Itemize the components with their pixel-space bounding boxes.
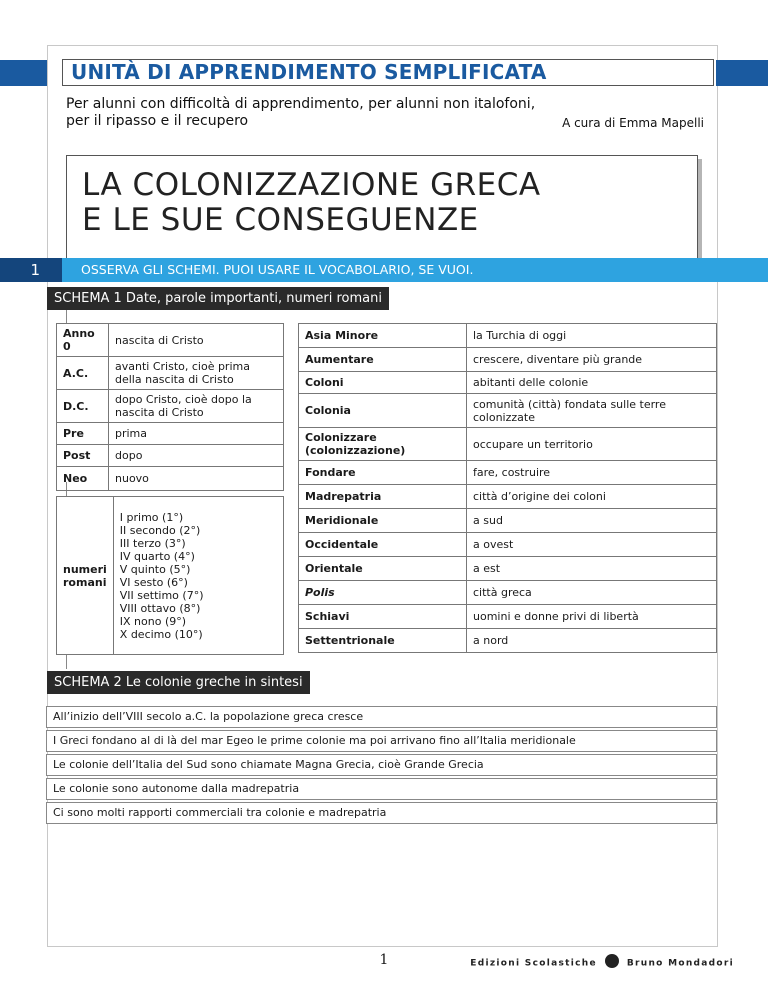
roman-numerals-table: [56, 496, 284, 655]
schema-1-left-table: [56, 323, 284, 491]
exercise-bar: [0, 258, 768, 282]
definition-cell: nuovo: [109, 467, 284, 491]
publisher-left: Edizioni Scolastiche: [470, 958, 597, 969]
term-cell: Fondare: [299, 461, 467, 485]
roman-numeral-item: III terzo (3°): [119, 536, 186, 550]
exercise-number: 1: [0, 258, 62, 282]
page-number: 1: [379, 952, 389, 968]
header-accent-right: [716, 60, 768, 86]
schema-2-number: SCHEMA 2: [54, 675, 122, 690]
table-row: [299, 509, 717, 533]
table-row: [299, 629, 717, 653]
definition-cell: città greca: [467, 581, 717, 605]
term-cell: D.C.: [57, 390, 109, 423]
table-row: [299, 372, 717, 394]
summary-row: Le colonie sono autonome dalla madrepatria: [46, 778, 717, 800]
connector-line: [66, 310, 67, 324]
author: A cura di Emma Mapelli: [562, 116, 704, 130]
term-cell: Orientale: [299, 557, 467, 581]
term-cell: Polis: [299, 581, 467, 605]
table-row: [299, 605, 717, 629]
schema-1-label: [47, 287, 389, 310]
term-cell: Asia Minore: [299, 324, 467, 348]
roman-numeral-item: X decimo (10°): [119, 627, 203, 641]
table-row: [299, 348, 717, 372]
term-cell: A.C.: [57, 357, 109, 390]
summary-row: Le colonie dell’Italia del Sud sono chiamate Magna Grecia, cioè Grande Grecia: [46, 754, 717, 776]
summary-row: All’inizio dell’VIII secolo a.C. la popolazione greca cresce: [46, 706, 717, 728]
term-cell: Post: [57, 445, 109, 467]
definition-cell: abitanti delle colonie: [467, 372, 717, 394]
table-row: [299, 324, 717, 348]
publisher: [470, 956, 734, 970]
definition-cell: comunità (città) fondata sulle terre colonizzate: [467, 394, 717, 428]
schema-1-right-table: [298, 323, 717, 653]
table-row: [299, 533, 717, 557]
table-row: [57, 497, 284, 655]
roman-numeral-item: IX nono (9°): [119, 614, 187, 628]
table-row: [299, 557, 717, 581]
main-title-line-1: LA COLONIZZAZIONE GRECA: [82, 167, 541, 203]
term-cell: Aumentare: [299, 348, 467, 372]
definition-cell: dopo Cristo, cioè dopo la nascita di Cristo: [109, 390, 284, 423]
term-cell: Anno 0: [57, 324, 109, 357]
definition-cell: dopo: [109, 445, 284, 467]
subtitle-line-2: per il ripasso e il recupero: [66, 113, 249, 129]
term-cell: Meridionale: [299, 509, 467, 533]
definition-cell: avanti Cristo, cioè prima della nascita di Cristo: [109, 357, 284, 390]
table-row: [299, 581, 717, 605]
table-row: [57, 467, 284, 491]
definition-cell: la Turchia di oggi: [467, 324, 717, 348]
subtitle-line-1: Per alunni con difficoltà di apprendimento, per alunni non italofoni,: [66, 96, 536, 112]
roman-term: numeri romani: [57, 497, 114, 655]
table-row: [57, 324, 284, 357]
schema-2-title: Le colonie greche in sintesi: [125, 675, 303, 690]
term-cell: Pre: [57, 423, 109, 445]
term-cell: Settentrionale: [299, 629, 467, 653]
roman-numeral-item: VIII ottavo (8°): [119, 601, 201, 615]
definition-cell: a ovest: [467, 533, 717, 557]
definition-cell: nascita di Cristo: [109, 324, 284, 357]
definition-cell: a sud: [467, 509, 717, 533]
roman-numeral-item: I primo (1°): [119, 510, 184, 524]
table-row: [299, 461, 717, 485]
summary-row: I Greci fondano al di là del mar Egeo le prime colonie ma poi arrivano fino all’Italia meridionale: [46, 730, 717, 752]
main-title-line-2: E LE SUE CONSEGUENZE: [82, 202, 479, 238]
summary-row: Ci sono molti rapporti commerciali tra colonie e madrepatria: [46, 802, 717, 824]
table-row: [57, 445, 284, 467]
roman-numeral-item: II secondo (2°): [119, 523, 201, 537]
definition-cell: occupare un territorio: [467, 428, 717, 461]
table-row: [299, 428, 717, 461]
header-accent-left: [0, 60, 47, 86]
table-row: [299, 394, 717, 428]
roman-numeral-item: VI sesto (6°): [119, 575, 188, 589]
schema-2-label: [47, 671, 310, 694]
definition-cell: città d’origine dei coloni: [467, 485, 717, 509]
main-title: [82, 168, 541, 238]
term-cell: Colonia: [299, 394, 467, 428]
term-cell: Occidentale: [299, 533, 467, 557]
term-cell: Madrepatria: [299, 485, 467, 509]
roman-numeral-item: V quinto (5°): [119, 562, 191, 576]
schema-1-title: Date, parole importanti, numeri romani: [125, 291, 382, 306]
definition-cell: a nord: [467, 629, 717, 653]
publisher-right: Bruno Mondadori: [626, 958, 734, 969]
unit-title: UNITÀ DI APPRENDIMENTO SEMPLIFICATA: [62, 59, 714, 86]
term-cell: Neo: [57, 467, 109, 491]
roman-items: [113, 497, 283, 655]
definition-cell: fare, costruire: [467, 461, 717, 485]
definition-cell: crescere, diventare più grande: [467, 348, 717, 372]
roman-numeral-item: VII settimo (7°): [119, 588, 204, 602]
title-box: [66, 155, 698, 267]
definition-cell: prima: [109, 423, 284, 445]
definition-cell: a est: [467, 557, 717, 581]
term-cell: Coloni: [299, 372, 467, 394]
table-row: [57, 423, 284, 445]
connector-line: [66, 655, 67, 669]
term-cell: Schiavi: [299, 605, 467, 629]
roman-numeral-item: IV quarto (4°): [119, 549, 195, 563]
schema-1-number: SCHEMA 1: [54, 291, 122, 306]
publisher-logo-icon: [605, 954, 619, 968]
term-cell: Colonizzare (colonizzazione): [299, 428, 467, 461]
table-row: [57, 390, 284, 423]
subtitle: [66, 96, 535, 130]
exercise-instruction: OSSERVA GLI SCHEMI. PUOI USARE IL VOCABOLARIO, SE VUOI.: [81, 262, 474, 277]
table-row: [299, 485, 717, 509]
definition-cell: uomini e donne privi di libertà: [467, 605, 717, 629]
table-row: [57, 357, 284, 390]
